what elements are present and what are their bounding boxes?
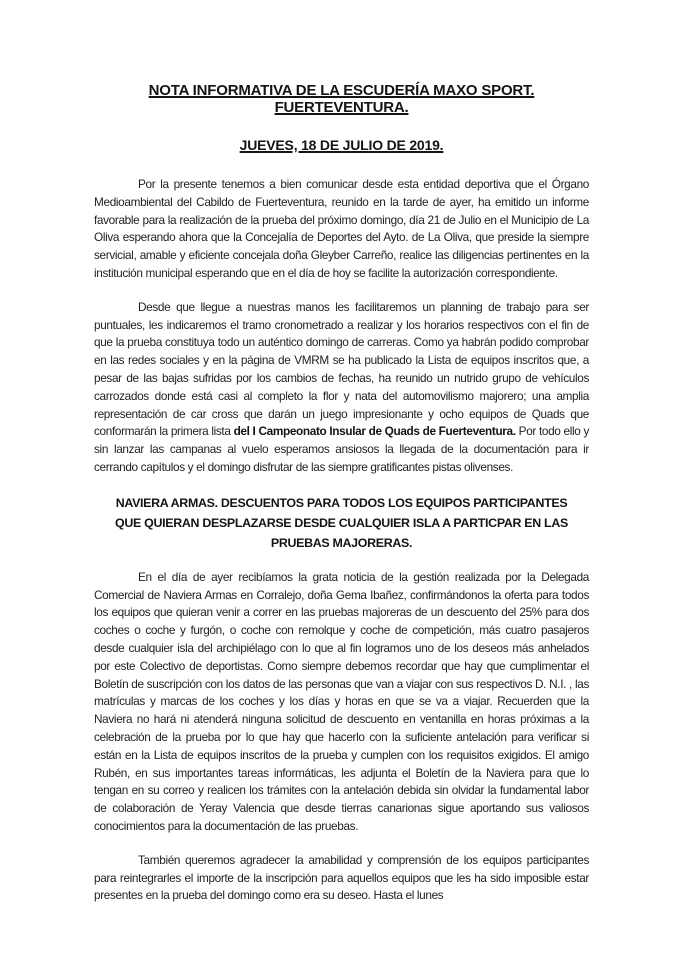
document-title: NOTA INFORMATIVA DE LA ESCUDERÍA MAXO SPORT. FUERTEVENTURA. (148, 82, 535, 116)
paragraph-authorization: Por la presente tenemos a bien comunicar desde esta entidad deportiva que el Órgano Medioambiental del Cabildo de Fuerteventura, reunido en la tarde de ayer, ha emitido un informe favorable para la realización de la prueba del próximo domingo, día 21 de Julio en el Municipio de La Oliva esperando ahora que la Concejalía de Deportes del Ayto. de La Oliva, que preside la siempre servicial, amable y eficiente concejala doña Gleyber Carreño, realice las diligencias pertinentes en la institución municipal esperando que en el día de hoy se facilite la autorización correspondiente. (94, 177, 589, 280)
paragraph-naviera-discount-details: En el día de ayer recibíamos la grata noticia de la gestión realizada por la Delegada Comercial de Naviera Armas en Corralejo, doña Gema Ibañez, confirmándonos la oferta para todos los equipos que quieran venir a correr en las pruebas majoreras de un descuento del 25% para dos coches o coche y furgón, o coche con remolque y coche de competición, más cuatro pasajeros desde cualquier isla del archipiélago con lo que al fin logramos uno de los deseos más anhelados por este Colectivo de deportistas. Como siempre debemos recordar que hay que cumplimentar el Boletín de suscripción con los datos de las personas que van a viajar con sus respectivos D. N.I. , las matrículas y marcas de los coches y los días y horas en que se va a viajar. Recuerden que la Naviera no hará ni atenderá ninguna solicitud de descuento en ventanilla en horas próximas a la celebración de la prueba por lo que hay que hacerlo con la suficiente antelación para verificar si están en la Lista de equipos inscritos de la prueba y cumplen con los requisitos exigidos. El amigo Rubén, en sus importantes tareas informáticas, les adjunta el Boletín de la Naviera para que lo tengan en su correo y realicen los trámites con la antelación debida sin olvidar la fundamental labor de colaboración de Yeray Valencia que desde tierras canarionas sigue aportando sus valiosos conocimientos para la documentación de las pruebas. (94, 569, 589, 833)
paragraph-planning-text-after-bold: Por todo ello y sin lanzar las campanas al vuelo esperamos ansiosos la llegada de la documentación para ir cerrando capítulos y el domingo disfrutar de las siempre gratificantes pistas olivenses. (94, 424, 589, 474)
paragraph-refund-thanks: También queremos agradecer la amabilidad y comprensión de los equipos participantes para reintegrarles el importe de la inscripción para aquellos equipos que les ha sido imposible estar presentes en la prueba del domingo como era su deseo. Hasta el lunes (94, 852, 589, 903)
document-date-heading: JUEVES, 18 DE JULIO DE 2019. (239, 137, 444, 153)
section-heading-naviera-armas: NAVIERA ARMAS. DESCUENTOS PARA TODOS LOS EQUIPOS PARTICIPANTES QUE QUIERAN DESPLAZARSE DESDE CUALQUIER ISLA A PARTICPAR EN LAS PRUEBAS MAJORERAS. (115, 495, 568, 550)
championship-name-bold-text: del I Campeonato Insular de Quads de Fuerteventura. (233, 424, 516, 439)
paragraph-planning-and-entry-list (94, 299, 589, 477)
paragraph-planning-text-before-bold: Desde que llegue a nuestras manos les facilitaremos un planning de trabajo para ser puntuales, les indicaremos el tramo cronometrado a realizar y los horarios respectivos con el fin de que la prueba constituya todo un auténtico domingo de carreras. Como ya habrán podido comprobar en las redes sociales y en la página de VMRM se ha publicado la Lista de equipos inscritos que, a pesar de las bajas sufridas por los cambios de fechas, ha reunido un nutrido grupo de vehículos carrozados donde está casi al completo la flor y nata del automovilismo majorero; una amplia representación de car cross que darán un juego impresionante y ocho equipos de Quads que conformarán la primera lista (94, 299, 589, 439)
